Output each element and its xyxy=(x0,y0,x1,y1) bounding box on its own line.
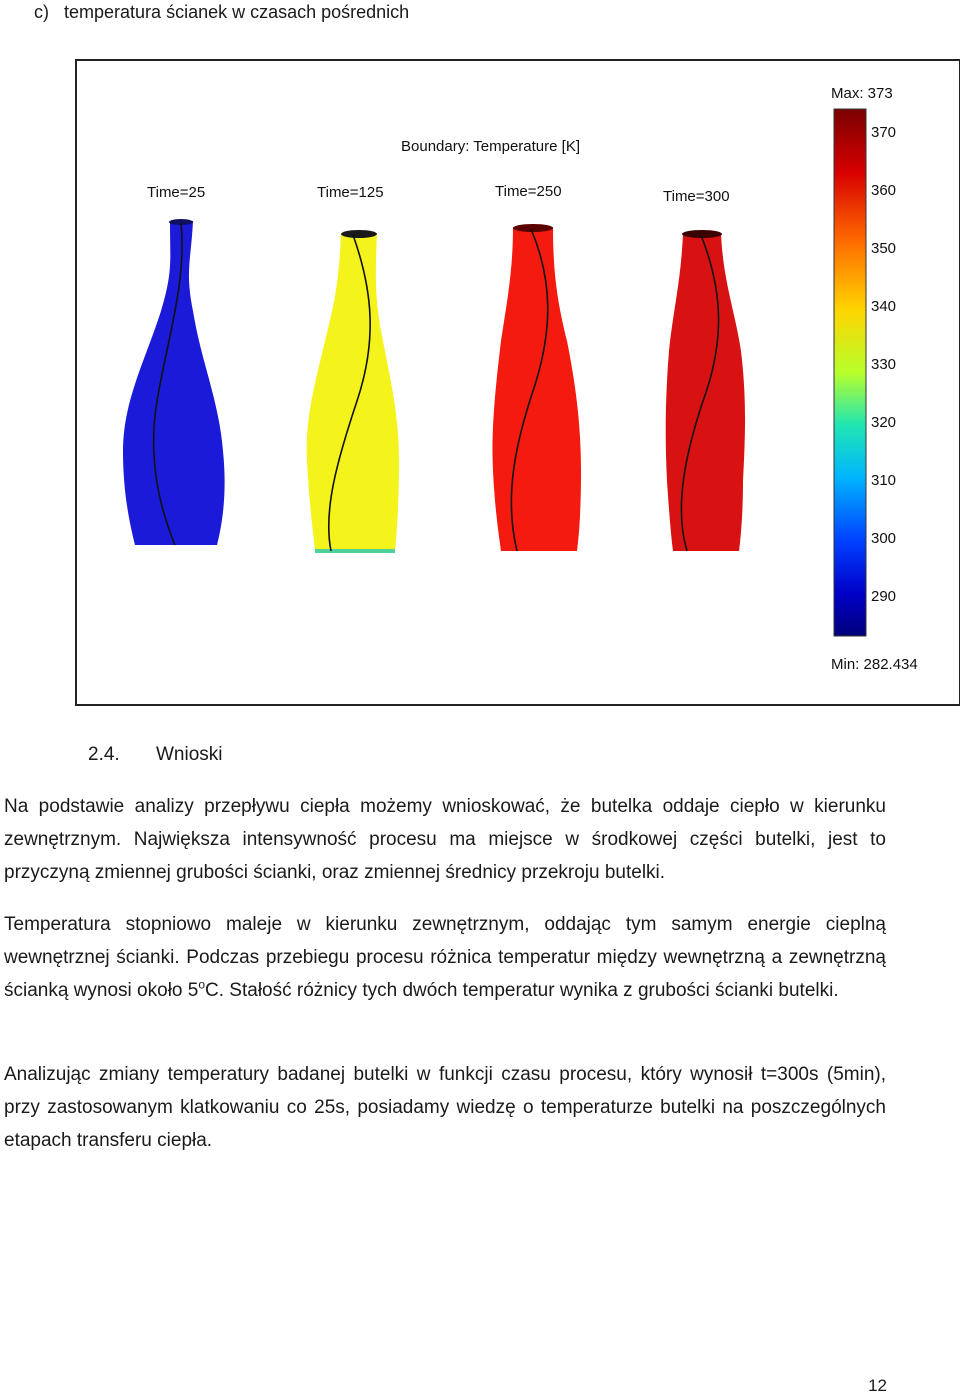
colorbar xyxy=(834,109,866,636)
colorbar-tick: 360 xyxy=(871,182,897,199)
time-label-1: Time=25 xyxy=(147,184,206,201)
colorbar-tick: 320 xyxy=(871,414,897,431)
paragraph-2 xyxy=(4,908,886,1007)
colorbar-tick: 370 xyxy=(871,124,897,141)
paragraph-1: Na podstawie analizy przepływu ciepła możemy wnioskować, że butelka oddaje ciepło w kierunku zewnętrznym. Największa intensywność procesu ma miejsce w środkowej części butelki, jest to przyczyną zmiennej grubości ścianki, oraz zmiennej średnicy przekroju butelki. xyxy=(4,796,886,883)
colorbar-tick: 290 xyxy=(871,588,897,605)
time-label-4: Time=300 xyxy=(663,188,730,205)
page-number: 12 xyxy=(868,1376,887,1395)
colorbar-tick: 350 xyxy=(871,240,897,257)
time-label-3: Time=250 xyxy=(495,183,562,200)
time-label-2: Time=125 xyxy=(317,184,384,201)
colorbar-tick: 330 xyxy=(871,356,897,373)
colorbar-tick: 300 xyxy=(871,530,897,547)
temperature-plot xyxy=(77,61,959,704)
colorbar-max-label: Max: 373 xyxy=(831,85,893,102)
caption-text: temperatura ścianek w czasach pośrednich xyxy=(64,2,410,22)
degree-superscript: o xyxy=(198,977,206,992)
paragraph-3: Analizując zmiany temperatury badanej butelki w funkcji czasu procesu, który wynosił t=300s (5min), przy zastosowanym klatkowaniu co 25s, posiadamy wiedzę o temperaturze butelki na poszczególnych etapach transferu ciepła. xyxy=(4,1064,886,1151)
colorbar-min-label: Min: 282.434 xyxy=(831,656,918,673)
temperature-figure xyxy=(75,59,960,706)
bottle-time-300 xyxy=(666,230,745,551)
colorbar-tick: 310 xyxy=(871,472,897,489)
section-title: Wnioski xyxy=(156,744,223,765)
bottle-time-125 xyxy=(307,230,399,553)
colorbar-tick: 340 xyxy=(871,298,897,315)
paragraph-2-part-a: Temperatura stopniowo maleje w kierunku zewnętrznym, oddając tym samym energie cieplną wewnętrznej ścianki. Podczas przebiegu procesu różnica temperatur między wewnętrzną a zewnętrzną ścianką wynosi około 5 xyxy=(4,914,886,1001)
section-heading xyxy=(88,742,223,768)
bottle-time-25 xyxy=(123,219,225,545)
colorbar-ticks xyxy=(871,124,896,605)
caption-label: c) xyxy=(34,2,49,22)
paragraph-2-part-b: C. Stałość różnicy tych dwóch temperatur wynika z grubości ścianki butelki. xyxy=(205,980,839,1001)
figure-caption xyxy=(34,0,409,24)
plot-title: Boundary: Temperature [K] xyxy=(401,138,580,155)
bottle-time-250 xyxy=(492,224,581,551)
section-number: 2.4. xyxy=(88,744,120,765)
